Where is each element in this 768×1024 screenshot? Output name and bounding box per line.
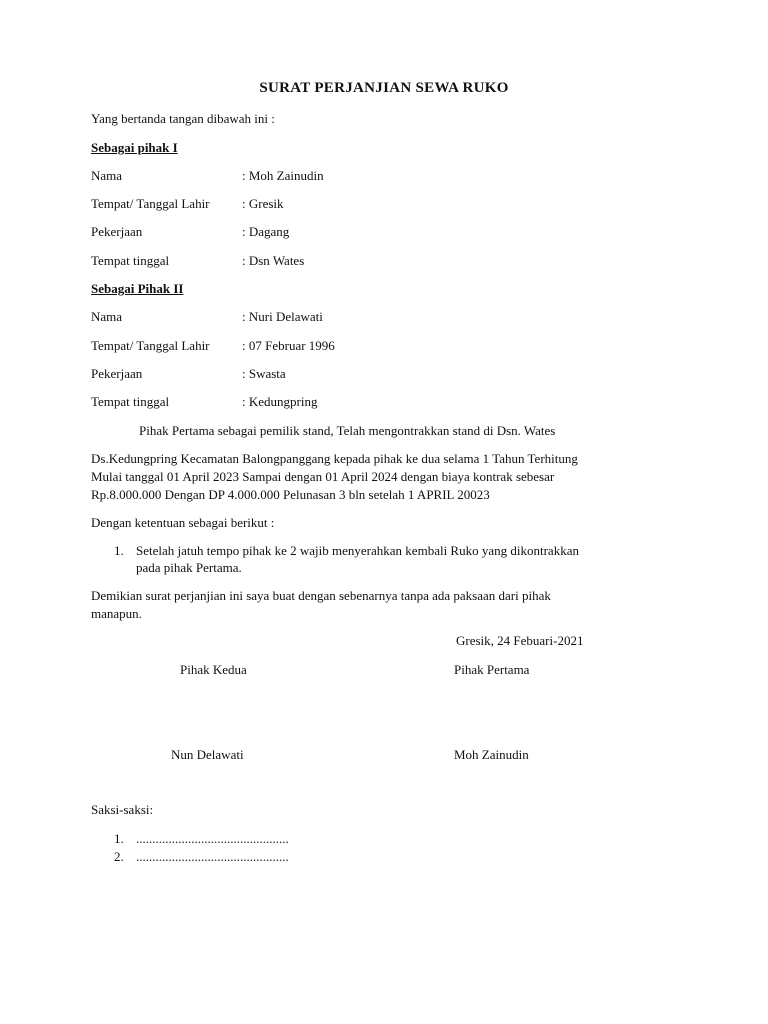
- party2-birth-label: Tempat/ Tanggal Lahir: [91, 338, 210, 353]
- statement-line-4: Rp.8.000.000 Dengan DP 4.000.000 Pelunasan 3 bln setelah 1 APRIL 20023: [91, 487, 490, 502]
- signature-left-role: Pihak Kedua: [180, 662, 247, 677]
- party1-name-value: : Moh Zainudin: [242, 168, 324, 183]
- terms-item-number: 1.: [114, 543, 124, 558]
- signature-right-name: Moh Zainudin: [454, 747, 529, 762]
- party2-address-label: Tempat tinggal: [91, 394, 170, 409]
- party1-birth-label: Tempat/ Tanggal Lahir: [91, 196, 210, 211]
- party2-job-label: Pekerjaan: [91, 366, 143, 381]
- statement-line-3: Mulai tanggal 01 April 2023 Sampai dengan 01 April 2024 dengan biaya kontrak sebesar: [91, 469, 555, 484]
- party1-birth-value: : Gresik: [242, 196, 284, 211]
- document-title: SURAT PERJANJIAN SEWA RUKO: [259, 80, 509, 96]
- terms-item-line-1: Setelah jatuh tempo pihak ke 2 wajib menyerahkan kembali Ruko yang dikontrakkan: [136, 543, 579, 558]
- party2-heading: Sebagai Pihak II: [91, 281, 184, 296]
- closing-line-1: Demikian surat perjanjian ini saya buat dengan sebenarnya tanpa ada paksaan dari pihak: [91, 588, 551, 603]
- statement-line-1: Pihak Pertama sebagai pemilik stand, Telah mengontrakkan stand di Dsn. Wates: [139, 423, 556, 438]
- signature-right-role: Pihak Pertama: [454, 662, 530, 677]
- terms-item-line-2: pada pihak Pertama.: [136, 560, 242, 575]
- witnesses-heading: Saksi-saksi:: [91, 802, 154, 817]
- party1-heading: Sebagai pihak I: [91, 140, 178, 155]
- party2-job-value: : Swasta: [242, 366, 286, 381]
- party2-birth-value: : 07 Februar 1996: [242, 338, 335, 353]
- party1-name-label: Nama: [91, 168, 123, 183]
- party1-address-value: : Dsn Wates: [242, 253, 305, 268]
- witness-1-line: ...............................................: [136, 831, 289, 846]
- party2-name-value: : Nuri Delawati: [242, 309, 323, 324]
- party1-address-label: Tempat tinggal: [91, 253, 170, 268]
- party1-job-value: : Dagang: [242, 224, 290, 239]
- closing-line-2: manapun.: [91, 606, 142, 621]
- signature-left-name: Nun Delawati: [171, 747, 244, 762]
- intro-text: Yang bertanda tangan dibawah ini :: [91, 111, 275, 126]
- witness-2-number: 2.: [114, 849, 124, 864]
- place-date: Gresik, 24 Febuari-2021: [456, 633, 584, 648]
- witness-2-line: ...............................................: [136, 849, 289, 864]
- statement-line-2: Ds.Kedungpring Kecamatan Balongpanggang kepada pihak ke dua selama 1 Tahun Terhitung: [91, 451, 578, 466]
- party2-name-label: Nama: [91, 309, 123, 324]
- terms-heading: Dengan ketentuan sebagai berikut :: [91, 515, 275, 530]
- party1-job-label: Pekerjaan: [91, 224, 143, 239]
- party2-address-value: : Kedungpring: [242, 394, 318, 409]
- witness-1-number: 1.: [114, 831, 124, 846]
